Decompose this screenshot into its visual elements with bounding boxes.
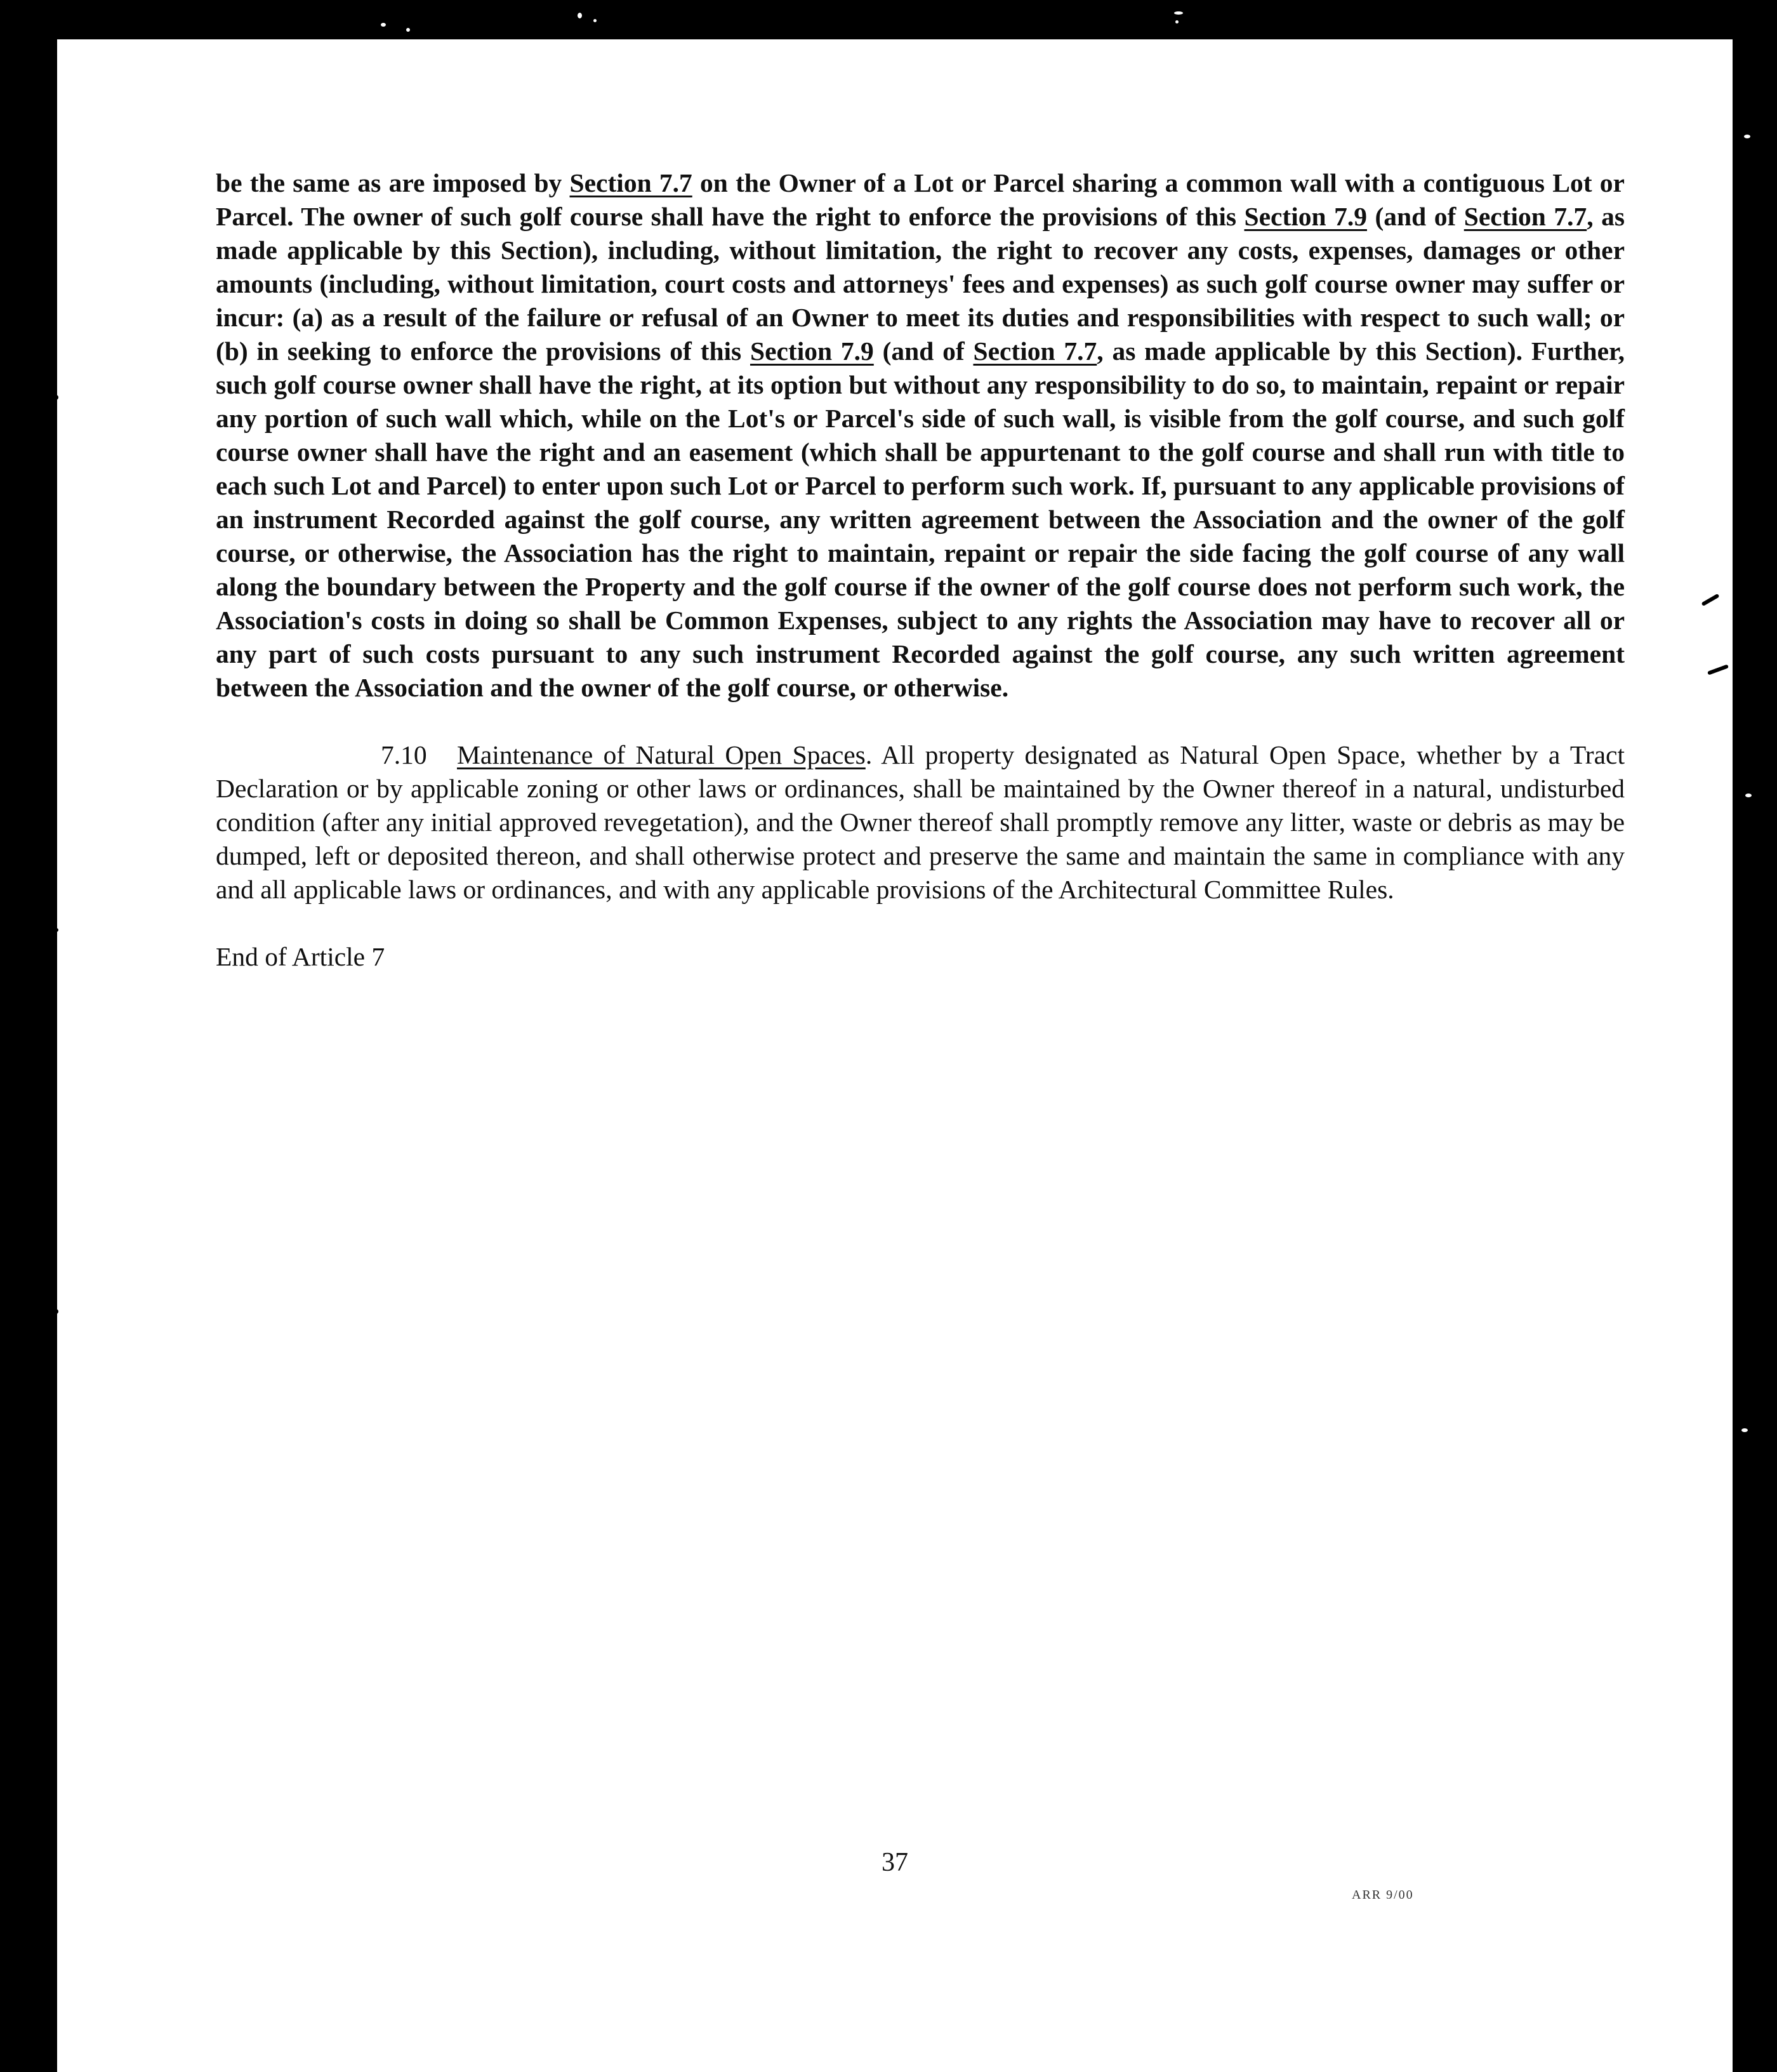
text-run: (and of (1366, 202, 1464, 231)
scan-speck (52, 1664, 56, 1668)
scan-speck (1701, 594, 1720, 606)
section-reference: Section 7.7 (1463, 202, 1587, 231)
document-page (57, 39, 1733, 2072)
scan-speck (1174, 11, 1183, 15)
section-heading: Maintenance of Natural Open Spaces (457, 740, 866, 769)
scan-speck (381, 23, 386, 27)
text-run: on the Owner of a Lot or Parcel sharing a common wall with a contiguous Lot or Parcel. The owner of such golf course shall have the right to enforce the provisions of this (216, 168, 1625, 231)
scan-speck (1707, 664, 1729, 675)
section-reference: Section 7.7 (569, 168, 692, 197)
scan-speck (1175, 20, 1179, 23)
section-reference: Section 7.7 (973, 336, 1097, 366)
scan-speck (52, 433, 56, 437)
scan-speck (578, 13, 582, 18)
section-reference: Section 7.9 (1244, 202, 1367, 231)
text-run: , as made applicable by this Section), including, without limitation, the right to recover any costs, expenses, damages or other amounts (including, without limitation, court costs and attorneys' fees and expenses) as such golf course owner may suffer or incur: (a) as a result of the failure or refusal of an Owner to meet its duties and responsibilities with respect to such wall; or (b) in seeking to enforce the provisions of this (216, 202, 1625, 366)
scan-speck (406, 28, 410, 32)
scan-speck (1741, 1428, 1748, 1432)
section-body: All property designated as Natural Open Space, whether by a Tract Declaration or by applicable zoning or other laws or ordinances, shall be maintained by the Owner thereof in a natural, undisturbed condition (after any initial approved revegetation), and the Owner thereof shall promptly remove any litter, waste or debris as may be dumped, left or deposited thereon, and shall otherwise protect and preserve the same and maintain the same in compliance with any and all applicable laws or ordinances, and with any applicable provisions of the Architectural Committee Rules. (216, 740, 1625, 904)
scan-speck (593, 19, 597, 22)
end-of-article-label: End of Article 7 (216, 942, 385, 971)
scan-speck (1744, 135, 1750, 138)
text-run: , as made applicable by this Section). Further, such golf course owner shall have the right, at its option but without any responsibility to do so, to maintain, repaint or repair any portion of such wall which, while on the Lot's or Parcel's side of such wall, is visible from the golf course, and such golf course owner shall have the right and an easement (which shall be appurtenant to the golf course and shall run with title to each such Lot and Parcel) to enter upon such Lot or Parcel to perform such work. If, pursuant to any applicable provisions of an instrument Recorded against the golf course, any written agreement between the Association and the owner of the golf course, or otherwise, the Association has the right to maintain, repaint or repair the side facing the golf course of any wall along the boundary between the Property and the golf course if the owner of the golf course does not perform such work, the Association's costs in doing so shall be Common Expenses, subject to any rights the Association may have to recover all or any part of such costs pursuant to any such instrument Recorded against the golf course, any such written agreement between the Association and the owner of the golf course, or otherwise. (216, 336, 1625, 702)
scan-speck (1745, 794, 1752, 797)
document-body (216, 166, 1625, 974)
scan-speck (55, 928, 58, 932)
page-number: 37 (882, 1848, 908, 1877)
section-reference: Section 7.9 (750, 336, 874, 366)
scan-speck (53, 1309, 58, 1314)
footer-document-code: ARR 9/00 (1352, 1888, 1414, 1902)
paragraph-section-7-9-continued (216, 166, 1625, 705)
paragraph-section-7-10 (216, 738, 1625, 906)
heading-punctuation: . (865, 740, 873, 769)
text-run: (and of (873, 336, 974, 366)
text-run: be the same as are imposed by (216, 168, 570, 197)
scan-speck (53, 395, 58, 400)
section-number: 7.10 (381, 740, 427, 769)
